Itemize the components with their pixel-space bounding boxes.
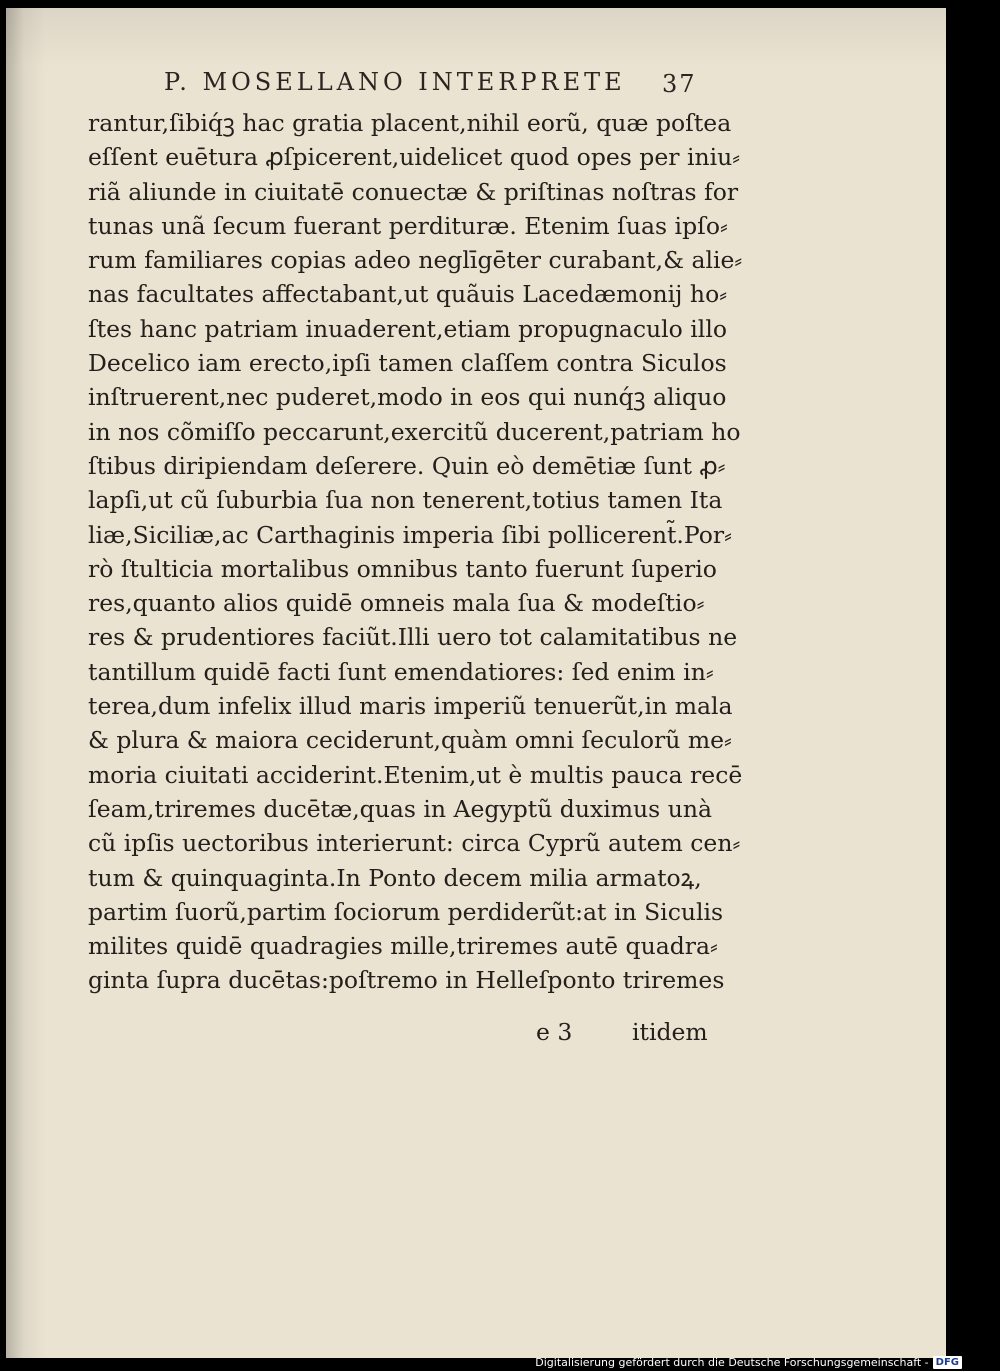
digitization-credit bbox=[535, 1354, 962, 1370]
catchword: itidem bbox=[632, 1018, 708, 1046]
text-line: liæ,Siciliæ,ac Carthaginis imperia ſibi pollicerent̃.Por⸗ bbox=[88, 520, 732, 549]
signature-line bbox=[536, 1018, 796, 1054]
text-line: tum & quinquaginta.In Ponto decem milia armatoꝝ, bbox=[88, 863, 702, 892]
text-line: res & prudentiores faciũt.Illi uero tot calamitatibus ne bbox=[88, 623, 738, 652]
text-line: moria ciuitati acciderint.Etenim,ut è multis pauca recē bbox=[88, 760, 743, 789]
text-line: eſſent euētura ꝓſpicerent,uidelicet quod opes per iniu⸗ bbox=[88, 143, 741, 172]
dfg-logo: DFG bbox=[933, 1356, 962, 1369]
body-text bbox=[88, 106, 768, 998]
book-page bbox=[6, 8, 946, 1358]
text-line: inſtruerent,nec puderet,modo in eos qui nunq́ꝫ aliquo bbox=[88, 383, 727, 412]
text-line: rantur,ſibiq́ꝫ hac gratia placent,nihil eorũ, quæ poſtea bbox=[88, 109, 732, 137]
running-head bbox=[164, 64, 724, 106]
text-line: rò ſtulticia mortalibus omnibus tanto fuerunt ſuperio bbox=[88, 554, 717, 583]
text-line: ſeam,triremes ducētæ,quas in Aegyptũ duximus unà bbox=[88, 794, 712, 823]
credit-text: Digitalisierung gefördert durch die Deutsche Forschungsgemeinschaft - bbox=[535, 1355, 929, 1369]
text-line: lapſi,ut cũ ſuburbia ſua non tenerent,totius tamen Ita bbox=[88, 486, 723, 515]
text-line: Decelico iam erecto,ipſi tamen claſſem contra Siculos bbox=[88, 349, 727, 378]
text-line: in nos cõmiſſo peccarunt,exercitũ ducerent,patriam ho bbox=[88, 417, 741, 446]
text-line: partim ſuorũ,partim ſociorum perdiderũt:at in Siculis bbox=[88, 897, 724, 926]
text-line: riã aliunde in ciuitatē conuectæ & priſtinas noſtras for bbox=[88, 177, 739, 206]
text-line: milites quidē quadragies mille,triremes autē quadra⸗ bbox=[88, 932, 718, 961]
text-line: terea,dum infelix illud maris imperiũ tenuerũt,in mala bbox=[88, 692, 733, 721]
text-line: tantillum quidē facti ſunt emendatiores: ſed enim in⸗ bbox=[88, 657, 714, 686]
text-line: cũ ipſis uectoribus interierunt: circa Cyprũ autem cen⸗ bbox=[88, 829, 741, 858]
text-line: ſtes hanc patriam inuaderent,etiam propugnaculo illo bbox=[88, 314, 727, 343]
text-line: & plura & maiora ceciderunt,quàm omni ſeculorũ me⸗ bbox=[88, 726, 732, 755]
signature-mark: e 3 bbox=[536, 1018, 573, 1046]
text-line: res,quanto alios quidē omneis mala ſua & modeſtio⸗ bbox=[88, 589, 705, 618]
text-line: ſtibus diripiendam deſerere. Quin eò demētiæ ſunt ꝓ⸗ bbox=[88, 451, 726, 480]
running-head-title: P. MOSELLANO INTERPRETE bbox=[164, 68, 626, 96]
text-line: rum familiares copias adeo neglīgēter curabant,& alie⸗ bbox=[88, 246, 743, 275]
text-line: ginta ſupra ducētas:poſtremo in Helleſponto triremes bbox=[88, 966, 725, 995]
text-line: nas facultates affectabant,ut quãuis Lacedæmonij ho⸗ bbox=[88, 280, 728, 309]
folio-number: 37 bbox=[662, 70, 697, 98]
text-line: tunas unã ſecum fuerant perdituræ. Etenim ſuas ipſo⸗ bbox=[88, 211, 728, 240]
